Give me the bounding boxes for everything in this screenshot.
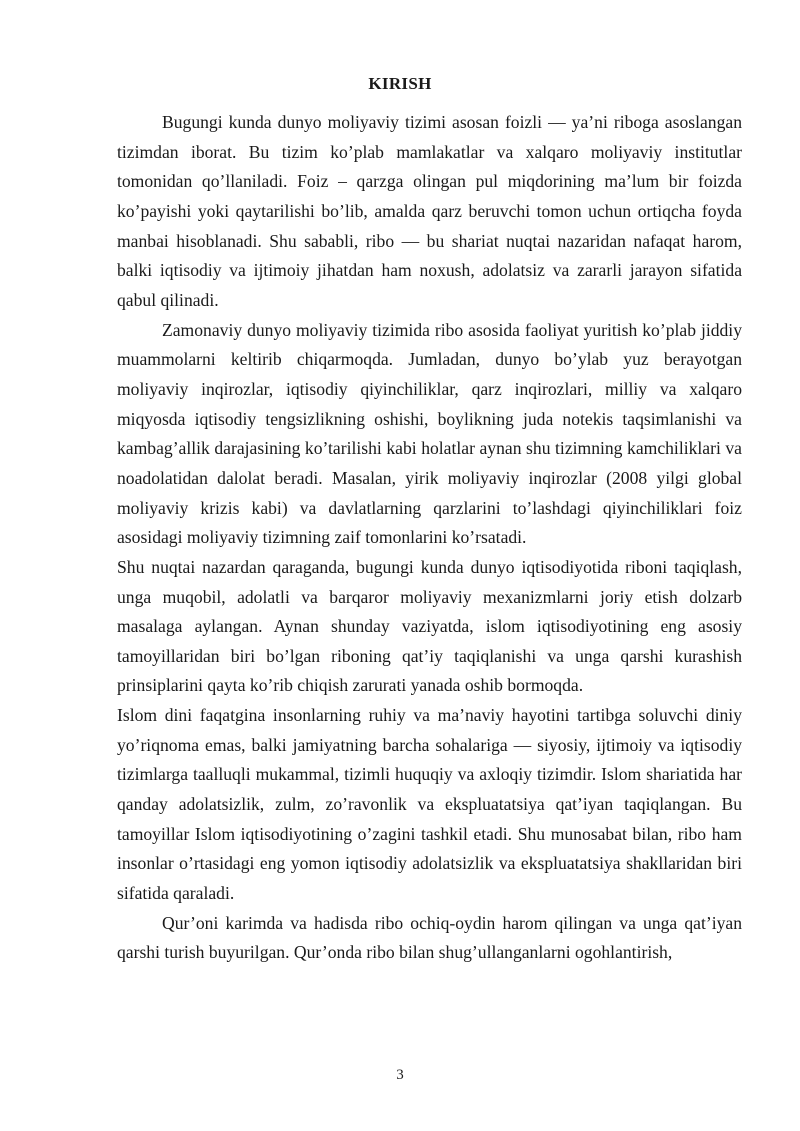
body-text	[117, 108, 742, 968]
paragraph-3: Shu nuqtai nazardan qaraganda, bugungi kunda dunyo iqtisodiyotida riboni taqiqlash, unga muqobil, adolatli va barqaror moliyaviy mexanizmlarni joriy etish dolzarb masalaga aylangan. Aynan shunday vaziyatda, islom iqtisodiyotining eng asosiy tamoyillaridan biri bo’lgan riboning qat’iy taqiqlanishi va unga qarshi kurashish prinsiplarini qayta ko’rib chiqish zarurati yanada oshib bormoqda.	[117, 556, 742, 696]
paragraph-2: Zamonaviy dunyo moliyaviy tizimida ribo asosida faoliyat yuritish ko’plab jiddiy muammolarni keltirib chiqarmoqda. Jumladan, dunyo bo’ylab yuz berayotgan moliyaviy inqirozlar, iqtisodiy qiyinchiliklar, qarz inqirozlari, milliy va xalqaro miqyosda iqtisodiy tengsizlikning oshishi, boylikning juda notekis taqsimlanishi va kambag’allik darajasining ko’tarilishi kabi holatlar aynan shu tizimning kamchiliklari va noadolatidan dalolat beradi. Masalan, yirik moliyaviy inqirozlar (2008 yilgi global moliyaviy krizis kabi) va davlatlarning qarzlarini to’lashdagi qiyinchiliklari foiz asosidagi moliyaviy tizimning zaif tomonlarini ko’rsatadi.	[117, 319, 742, 548]
section-heading: KIRISH	[368, 74, 432, 93]
paragraph-1: Bugungi kunda dunyo moliyaviy tizimi asosan foizli — ya’ni riboga asoslangan tizimdan iborat. Bu tizim ko’plab mamlakatlar va xalqaro moliyaviy institutlar tomonidan qo’llaniladi. Foiz – qarzga olingan pul miqdorining ma’lum bir foizda ko’payishi yoki qaytarilishi bo’lib, amalda qarz beruvchi tomon uchun ortiqcha foyda manbai hisoblanadi. Shu sababli, ribo — bu shariat nuqtai nazaridan nafaqat harom, balki iqtisodiy va ijtimoiy jihatdan ham noxush, adolatsiz va zararli jarayon sifatida qabul qilinadi.	[117, 112, 742, 310]
paragraph-5: Qur’oni karimda va hadisda ribo ochiq-oydin harom qilingan va unga qat’iyan qarshi turish buyurilgan. Qur’onda ribo bilan shug’ullanganlarni ogohlantirish,	[117, 912, 742, 963]
page-number: 3	[396, 1067, 404, 1083]
paragraph-4: Islom dini faqatgina insonlarning ruhiy va ma’naviy hayotini tartibga soluvchi diniy yo’riqnoma emas, balki jamiyatning barcha sohalariga — siyosiy, ijtimoiy va iqtisodiy tizimlarga taalluqli mukammal, tizimli huquqiy va axloqiy tizimdir. Islom shariatida har qanday adolatsizlik, zulm, zo’ravonlik va ekspluatatsiya qat’iyan taqiqlangan. Bu tamoyillar Islom iqtisodiyotining o’zagini tashkil etadi. Shu munosabat bilan, ribo ham insonlar o’rtasidagi eng yomon iqtisodiy adolatsizlik va ekspluatatsiya shakllaridan biri sifatida qaraladi.	[117, 705, 742, 904]
